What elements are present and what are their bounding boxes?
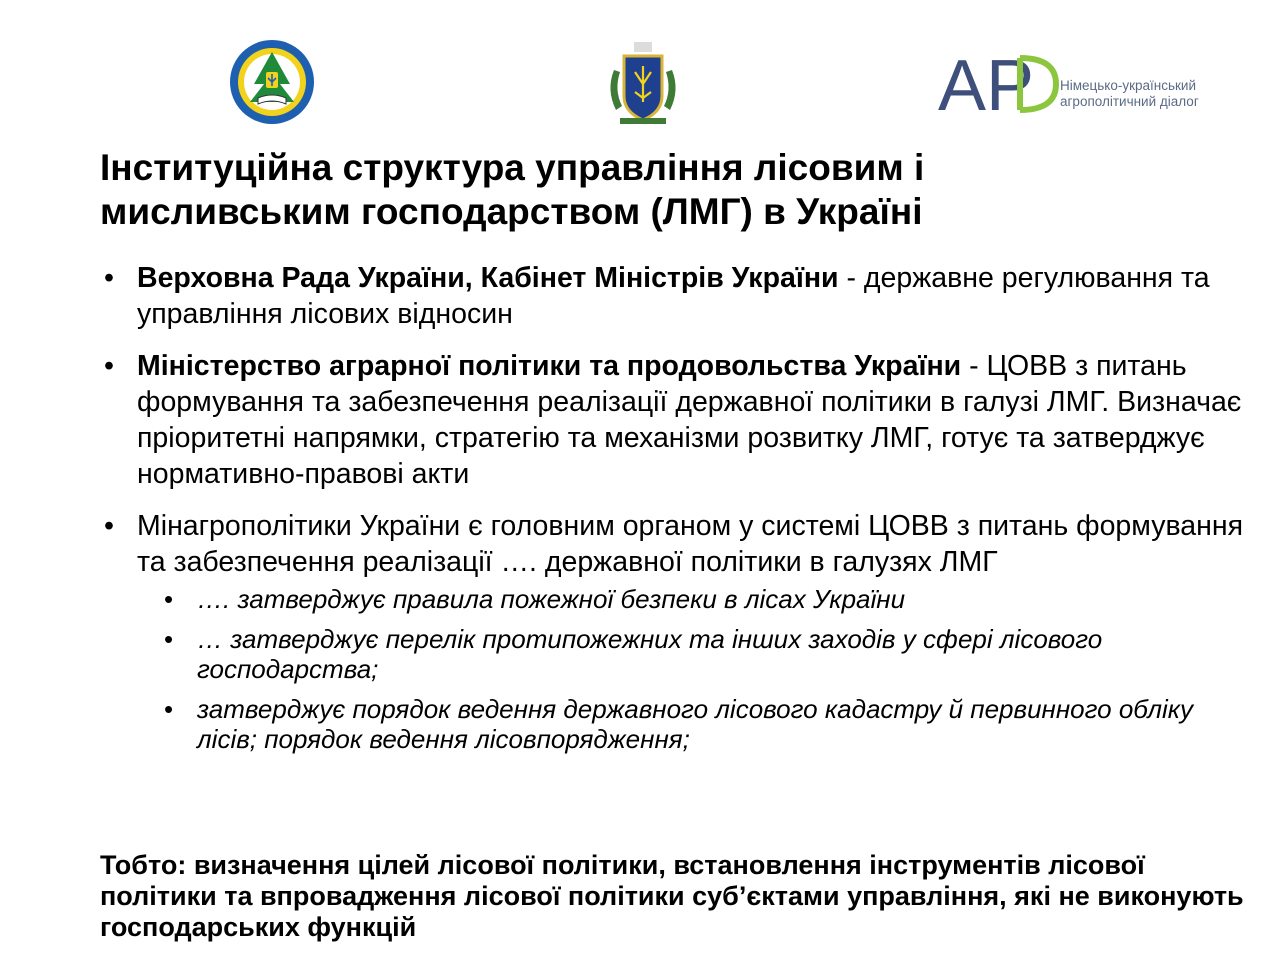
sub-bullet-fire-measures: • … затверджує перелік протипожежних та інших заходів у сфері лісового господарства; [135,624,1260,684]
apd-caption [1060,78,1199,110]
bullet-text: - державне регулювання та управління лісових відносин [137,262,1210,330]
bullet-bold-text: Міністерство аграрної політики та продовольства України [137,350,962,382]
apd-caption-line1: Німецько-український [1060,78,1197,93]
bullet-minagropolicy [100,508,1260,754]
bullet-text: Мінагрополітики України є головним органом у системі ЦОВВ з питань формування та забезпечення реалізації …. державної політики в галузях ЛМГ [137,510,1244,578]
apd-logo [938,48,1228,118]
slide-title-line1: Інституційна структура управління лісовим і [100,147,925,188]
sub-bullet-list [137,584,1260,754]
slide-title [100,146,1200,234]
sub-bullet-fire-safety: • …. затверджує правила пожежної безпеки в лісах України [135,584,1260,614]
university-emblem-logo [228,38,316,126]
apd-caption-line2: агрополітичний діалог [1060,94,1199,109]
bullet-parliament-cabinet [100,260,1260,332]
bullet-bold-text: Верховна Рада України, Кабінет Міністрів України [137,262,839,294]
conclusion-text: Тобто: визначення цілей лісової політики, встановлення інструментів лісової політики та впровадження лісової політики суб’єктами управління, які не виконують господарських функцій [100,850,1244,942]
bullet-ministry [100,348,1260,492]
apd-mark-text: AP [938,48,1035,118]
slide-title-line2: мисливським господарством (ЛМГ) в Україні [100,191,923,232]
bullet-text: - ЦОВВ з питань формування та забезпечення реалізації державної політики в галузі ЛМГ. Визначає пріоритетні напрямки, стратегію та механізми розвитку ЛМГ, готує та затверджує нормативно-правові акти [137,350,1242,490]
ministry-coat-of-arms-logo [602,40,684,128]
main-bullet-list [100,260,1260,770]
sub-bullet-forest-cadastre: • затверджує порядок ведення державного лісового кадастру й первинного обліку лісів; порядок ведення лісовпорядження; [135,694,1260,754]
